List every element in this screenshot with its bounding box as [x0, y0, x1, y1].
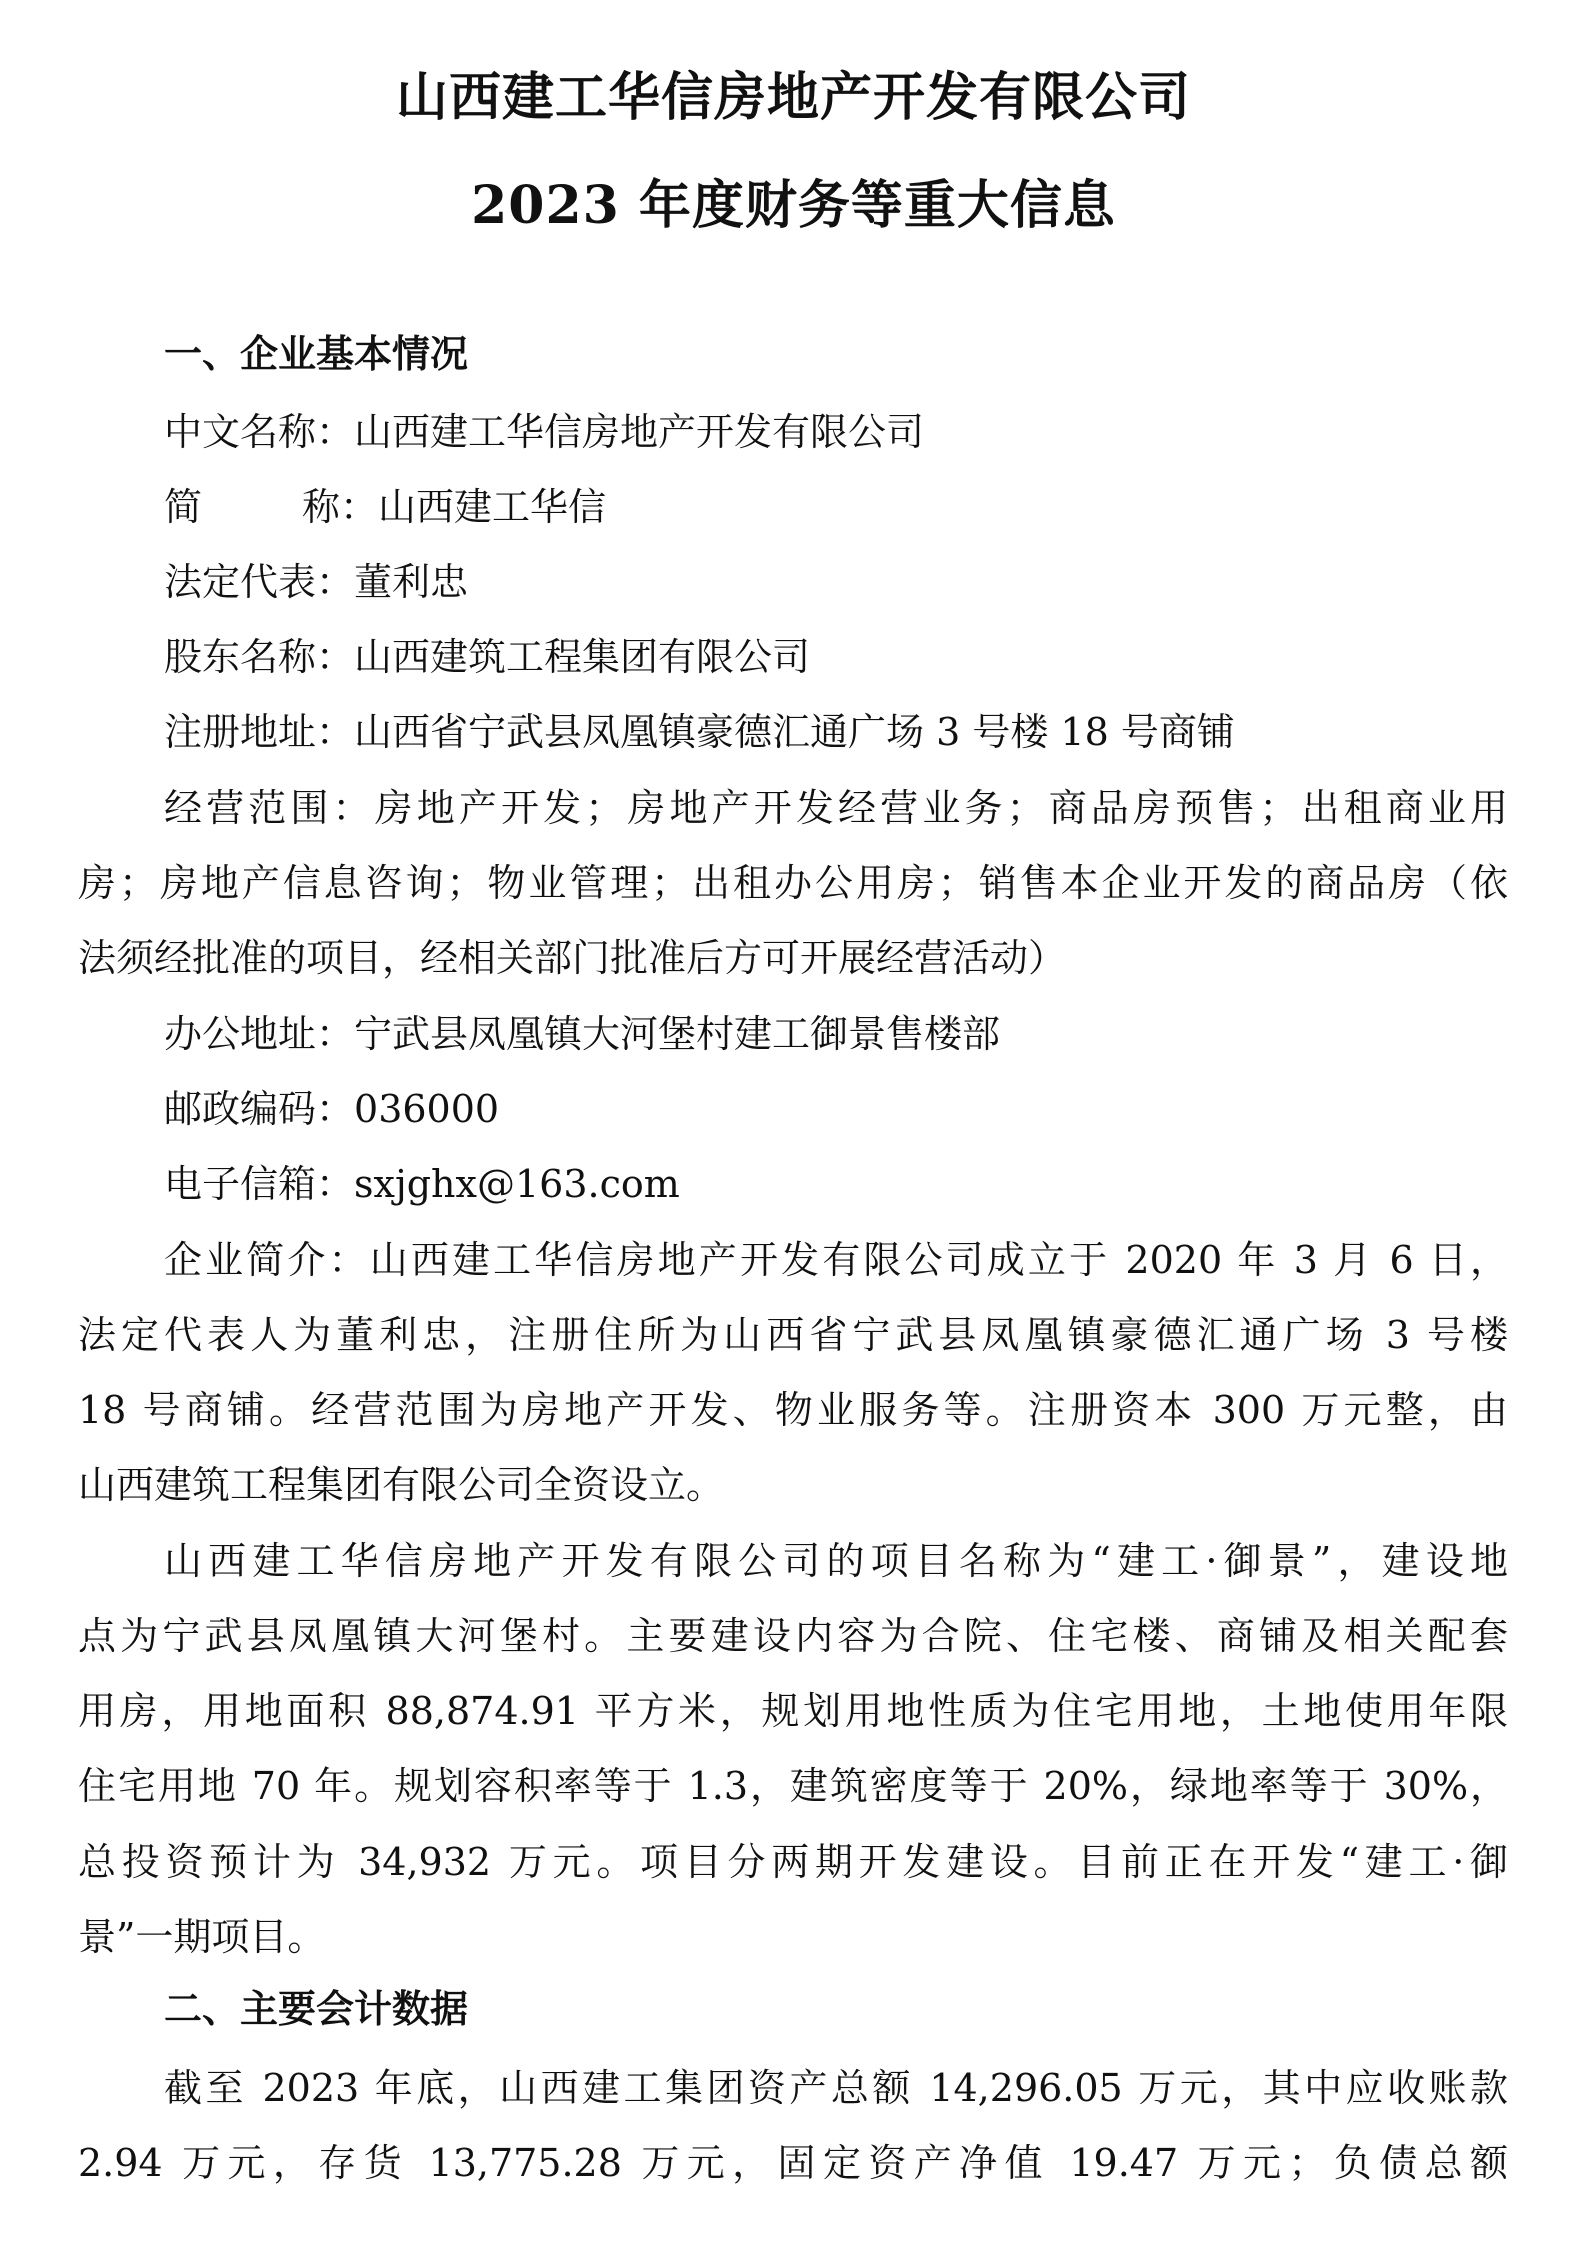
- short-name-value: 山西建工华信: [378, 485, 607, 529]
- short-name-row: [164, 483, 606, 531]
- legal-rep-label: 法定代表：: [164, 560, 355, 604]
- email-row: [164, 1160, 680, 1208]
- reg-address-label: 注册地址：: [164, 710, 355, 754]
- section2-heading: 二、主要会计数据: [164, 1987, 469, 2031]
- reg-address-value: 山西省宁武县凤凰镇豪德汇通广场 3 号楼 18 号商铺: [354, 710, 1235, 754]
- office-address-value: 宁武县凤凰镇大河堡村建工御景售楼部: [354, 1012, 1001, 1056]
- intro-line-2: 法定代表人为董利忠，注册住所为山西省宁武县凤凰镇豪德汇通广场 3 号楼: [78, 1313, 1508, 1357]
- chinese-name-row: [164, 408, 924, 456]
- short-name-label: 简 称：: [164, 485, 379, 529]
- chinese-name-value: 山西建工华信房地产开发有限公司: [354, 410, 925, 454]
- intro-line-1: 企业简介：山西建工华信房地产开发有限公司成立于 2020 年 3 月 6 日，: [164, 1238, 1508, 1282]
- intro-line-4: 山西建筑工程集团有限公司全资设立。: [78, 1463, 725, 1507]
- postcode-row: [164, 1085, 499, 1133]
- document-title-line1: 山西建工华信房地产开发有限公司: [395, 67, 1191, 128]
- scope-line-3: 法须经批准的项目，经相关部门批准后方可开展经营活动）: [78, 936, 1067, 980]
- project-line-6: 景”一期项目。: [78, 1915, 326, 1959]
- reg-address-row: [164, 708, 1235, 756]
- legal-rep-row: [164, 558, 468, 606]
- project-line-4: 住宅用地 70 年。规划容积率等于 1.3，建筑密度等于 20%，绿地率等于 30%，: [78, 1764, 1508, 1808]
- project-line-1: 山西建工华信房地产开发有限公司的项目名称为“建工·御景”，建设地: [164, 1539, 1508, 1583]
- section1-heading: 一、企业基本情况: [164, 332, 469, 376]
- email-value: sxjghx@163.com: [354, 1162, 680, 1206]
- accounting-line-2: 2.94 万元，存货 13,775.28 万元，固定资产净值 19.47 万元；负债总额: [78, 2141, 1508, 2185]
- project-line-5: 总投资预计为 34,932 万元。项目分两期开发建设。目前正在开发“建工·御: [78, 1840, 1508, 1884]
- shareholder-value: 山西建筑工程集团有限公司: [354, 635, 811, 679]
- scope-line-1: 经营范围：房地产开发；房地产开发经营业务；商品房预售；出租商业用: [164, 786, 1508, 830]
- intro-line-3: 18 号商铺。经营范围为房地产开发、物业服务等。注册资本 300 万元整，由: [78, 1388, 1508, 1432]
- office-address-row: [164, 1010, 1000, 1058]
- shareholder-label: 股东名称：: [164, 635, 355, 679]
- shareholder-row: [164, 633, 810, 681]
- scope-line-2: 房；房地产信息咨询；物业管理；出租办公用房；销售本企业开发的商品房（依: [78, 861, 1508, 905]
- accounting-line-1: 截至 2023 年底，山西建工集团资产总额 14,296.05 万元，其中应收账款: [164, 2066, 1508, 2110]
- project-line-3: 用房，用地面积 88,874.91 平方米，规划用地性质为住宅用地，土地使用年限: [78, 1689, 1508, 1733]
- postcode-label: 邮政编码：: [164, 1087, 355, 1131]
- postcode-value: 036000: [354, 1087, 500, 1131]
- project-line-2: 点为宁武县凤凰镇大河堡村。主要建设内容为合院、住宅楼、商铺及相关配套: [78, 1614, 1508, 1658]
- document-title-line2: 2023 年度财务等重大信息: [471, 175, 1116, 236]
- legal-rep-value: 董利忠: [354, 560, 469, 604]
- chinese-name-label: 中文名称：: [164, 410, 355, 454]
- office-address-label: 办公地址：: [164, 1012, 355, 1056]
- email-label: 电子信箱：: [164, 1162, 355, 1206]
